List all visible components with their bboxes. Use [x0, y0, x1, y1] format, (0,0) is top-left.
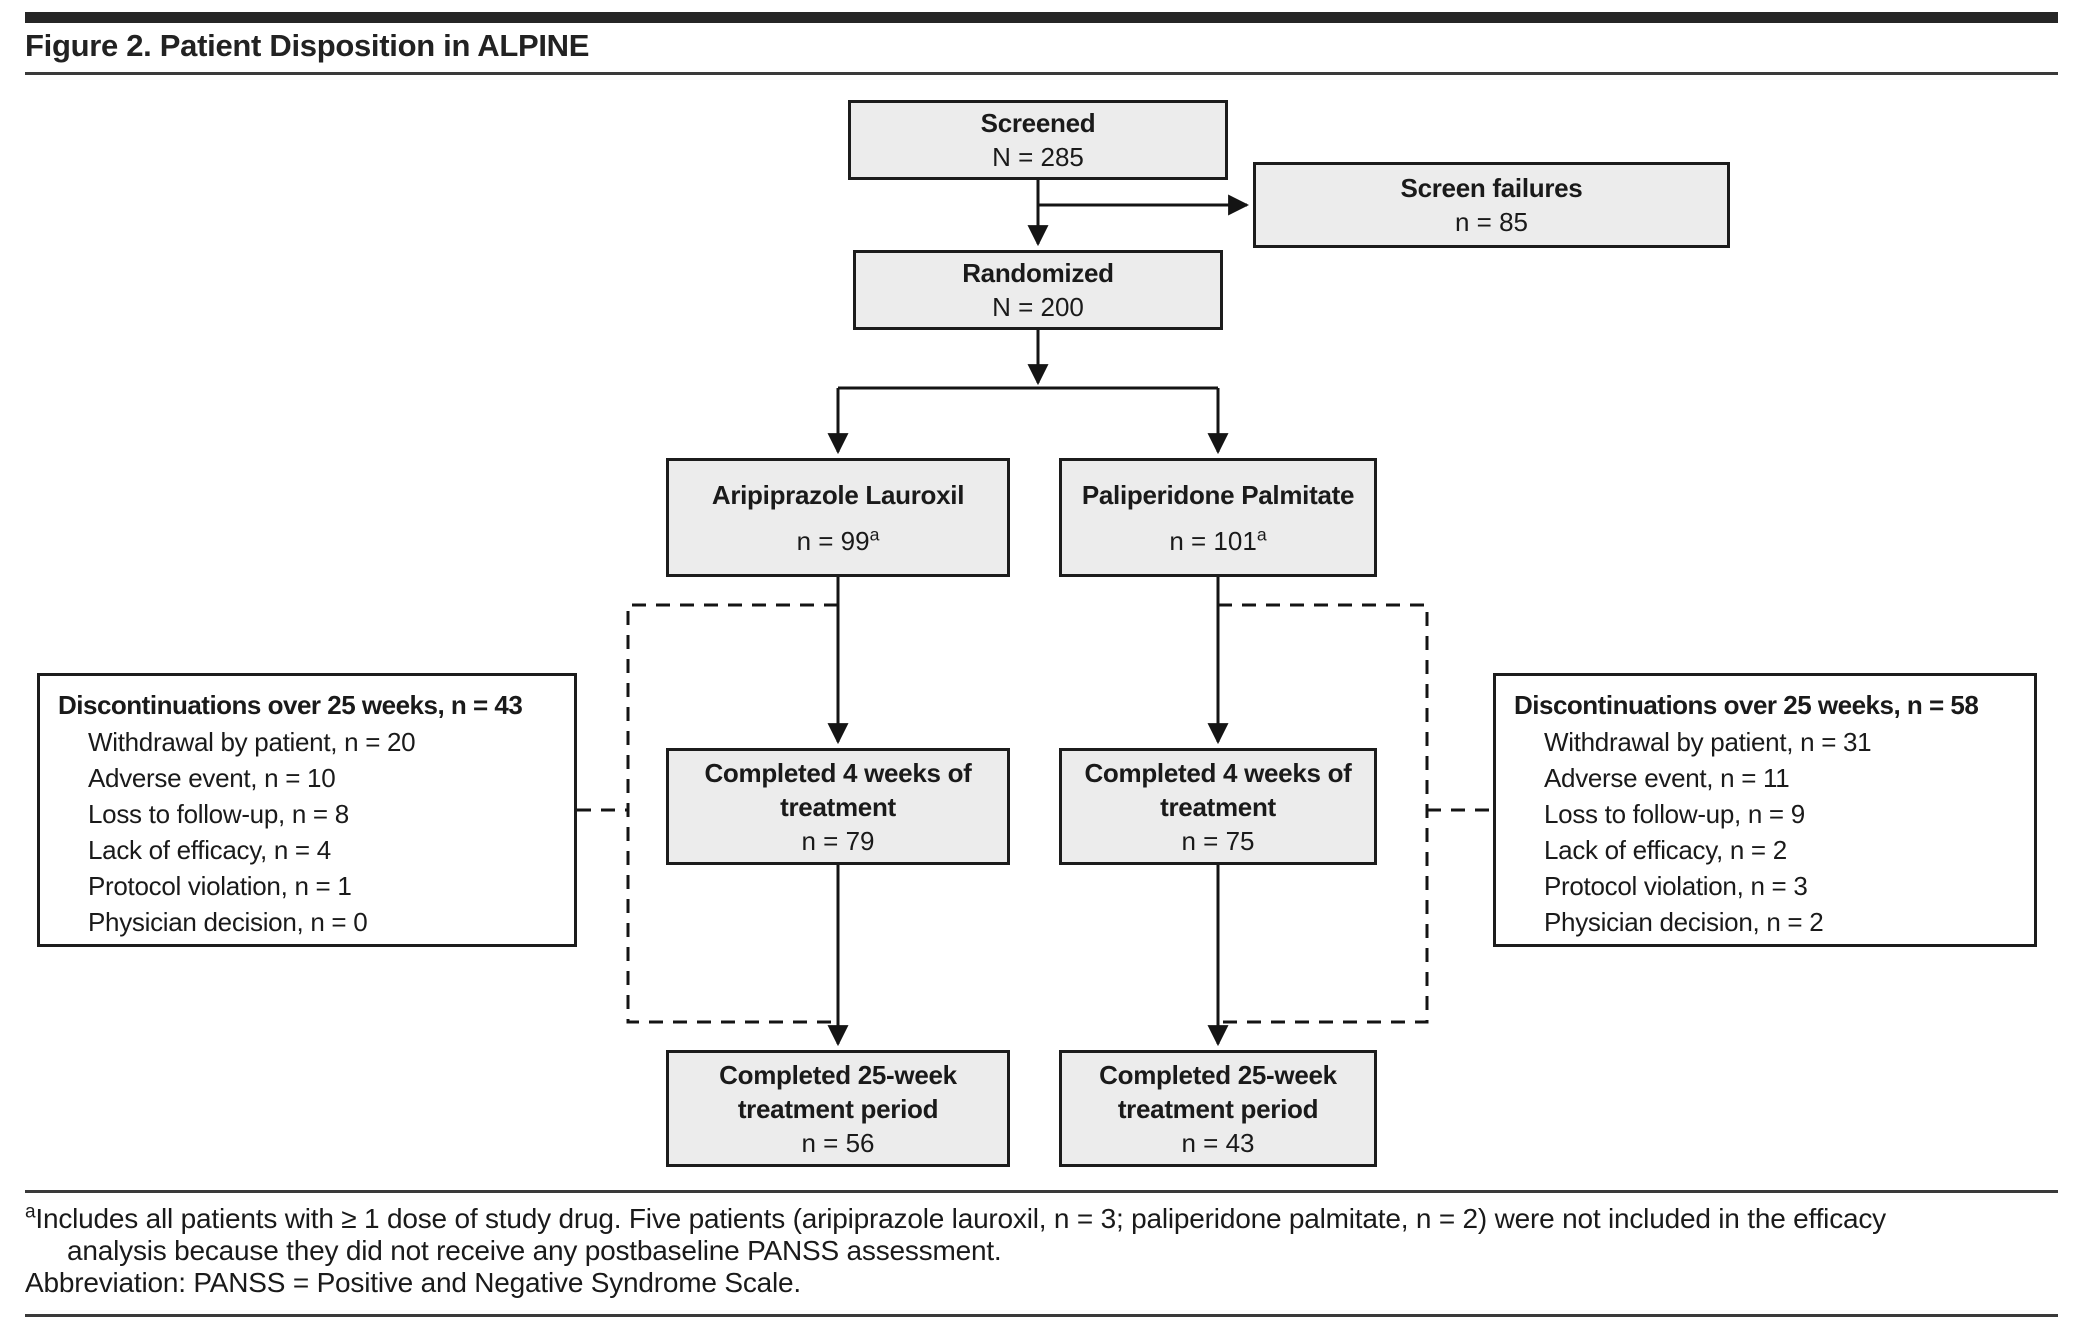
- arm-aripiprazole-label: Aripiprazole Lauroxil: [711, 479, 965, 510]
- completed25-left-box: [666, 1050, 1010, 1167]
- footnote-abbreviation: Abbreviation: PANSS = Positive and Negative Syndrome Scale.: [25, 1267, 801, 1298]
- disc-left-item: Protocol violation, n = 1: [88, 871, 352, 901]
- completed25-right-count: n = 43: [1181, 1127, 1255, 1158]
- screened-label: Screened: [980, 108, 1096, 138]
- footnote-marker-a: a: [25, 1201, 36, 1223]
- completed4-right-box: [1059, 748, 1377, 865]
- screen-failures-label: Screen failures: [1400, 173, 1583, 203]
- disc-left-item: Loss to follow-up, n = 8: [88, 799, 349, 829]
- completed25-right-box: [1059, 1050, 1377, 1167]
- arm-paliperidone-label: Paliperidone Palmitate: [1081, 479, 1355, 510]
- disc-left-item: Physician decision, n = 0: [88, 907, 368, 937]
- bottom-rule: [25, 1314, 2058, 1317]
- screen-failures-box: [1253, 162, 1730, 248]
- randomized-count: N = 200: [992, 292, 1084, 322]
- screened-count: N = 285: [992, 142, 1084, 172]
- completed4-right-count: n = 75: [1181, 825, 1255, 856]
- disc-right-item: Withdrawal by patient, n = 31: [1544, 727, 1872, 757]
- footnote-marker-a: a: [869, 523, 880, 544]
- disc-right-item: Loss to follow-up, n = 9: [1544, 799, 1805, 829]
- footnote-marker-a: a: [1256, 523, 1267, 544]
- arm-aripiprazole-n: n = 99: [796, 525, 870, 556]
- completed25-left-count: n = 56: [801, 1127, 875, 1158]
- footnote-top-rule: [25, 1190, 2058, 1193]
- discontinuations-left-title: Discontinuations over 25 weeks, n = 43: [58, 690, 523, 720]
- completed25-right-label: Completed 25-week treatment period: [1099, 1059, 1337, 1124]
- discontinuations-right-title: Discontinuations over 25 weeks, n = 58: [1514, 690, 1979, 720]
- disc-left-item: Withdrawal by patient, n = 20: [88, 727, 416, 757]
- disc-right-item: Lack of efficacy, n = 2: [1544, 835, 1787, 865]
- disc-left-item: Adverse event, n = 10: [88, 763, 336, 793]
- screen-failures-count: n = 85: [1454, 207, 1528, 237]
- footnote-text-line1: Includes all patients with ≥ 1 dose of study drug. Five patients (aripiprazole lauroxil, n = 3; paliperidone palmitate, n = 2) were not included in the efficacy: [35, 1203, 1886, 1234]
- arm-paliperidone-n: n = 101: [1169, 525, 1257, 556]
- disc-right-item: Physician decision, n = 2: [1544, 907, 1824, 937]
- arm-paliperidone-count: [1169, 524, 1266, 558]
- footnote-text-line2: analysis because they did not receive any postbaseline PANSS assessment.: [67, 1235, 1002, 1266]
- completed25-left-label: Completed 25-week treatment period: [719, 1059, 957, 1124]
- arm-aripiprazole-box: [666, 458, 1010, 577]
- completed4-right-label: Completed 4 weeks of treatment: [1084, 757, 1352, 822]
- completed4-left-box: [666, 748, 1010, 865]
- completed4-left-label: Completed 4 weeks of treatment: [704, 757, 972, 822]
- discontinuations-right-box: [1493, 673, 2037, 947]
- screened-box: [848, 100, 1228, 180]
- footnote-line1: [25, 1203, 2037, 1235]
- completed4-left-count: n = 79: [801, 825, 875, 856]
- randomized-label: Randomized: [962, 258, 1114, 288]
- randomized-box: [853, 250, 1223, 330]
- discontinuations-left-box: [37, 673, 577, 947]
- disc-left-item: Lack of efficacy, n = 4: [88, 835, 331, 865]
- arm-aripiprazole-count: [797, 524, 880, 558]
- footnote: [25, 1203, 2037, 1299]
- figure-title: Figure 2. Patient Disposition in ALPINE: [25, 28, 590, 63]
- disc-right-item: Protocol violation, n = 3: [1544, 871, 1808, 901]
- disc-right-item: Adverse event, n = 11: [1544, 763, 1790, 793]
- arm-paliperidone-box: [1059, 458, 1377, 577]
